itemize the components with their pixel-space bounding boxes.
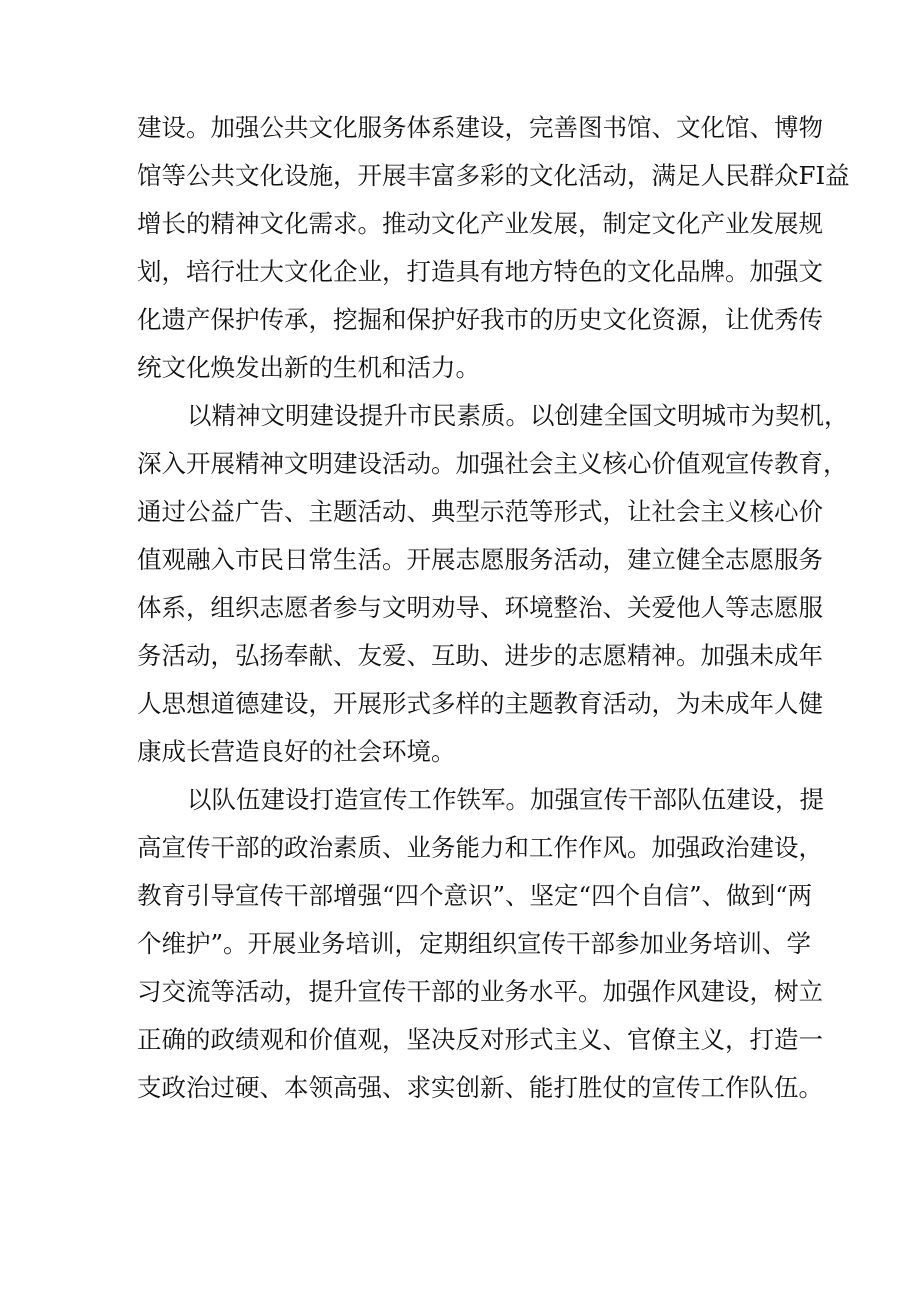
paragraph-line: 支政治过硬、本领高强、求实创新、能打胜仗的宣传工作队伍。 <box>137 1073 823 1102</box>
paragraph-line: 以精神文明建设提升市民素质。以创建全国文明城市为契机， <box>187 401 849 430</box>
paragraph-line: 正确的政绩观和价值观，坚决反对形式主义、官僚主义，打造一 <box>137 1025 823 1054</box>
paragraph-line: 通过公益广告、主题活动、典型示范等形式，让社会主义核心价 <box>137 497 823 526</box>
paragraph-civilization <box>137 392 849 776</box>
paragraph-line: 个维护”。开展业务培训，定期组织宣传干部参加业务培训、学 <box>137 929 812 958</box>
paragraph-line: 体系，组织志愿者参与文明劝导、环境整治、关爱他人等志愿服 <box>137 593 823 622</box>
paragraph-line: 教育引导宣传干部增强“四个意识”、坚定“四个自信”、做到“两 <box>137 881 813 910</box>
paragraph-team <box>137 776 824 1112</box>
paragraph-line: 以队伍建设打造宣传工作铁军。加强宣传干部队伍建设，提 <box>187 785 824 814</box>
paragraph-culture <box>137 104 850 392</box>
document-body <box>137 104 850 1112</box>
paragraph-line: 值观融入市民日常生活。开展志愿服务活动，建立健全志愿服务 <box>137 545 823 574</box>
paragraph-line: 人思想道德建设，开展形式多样的主题教育活动，为未成年人健 <box>137 689 823 718</box>
paragraph-line: 统文化焕发出新的生机和活力。 <box>137 353 480 382</box>
paragraph-line: 习交流等活动，提升宣传干部的业务水平。加强作风建设，树立 <box>137 977 823 1006</box>
paragraph-line: 康成长营造良好的社会环境。 <box>137 737 456 766</box>
paragraph-line: 划，培行壮大文化企业，打造具有地方特色的文化品牌。加强文 <box>137 257 823 286</box>
paragraph-line: 馆等公共文化设施，开展丰富多彩的文化活动，满足人民群众FI益 <box>137 161 850 190</box>
paragraph-line: 深入开展精神文明建设活动。加强社会主义核心价值观宣传教育， <box>137 449 848 478</box>
paragraph-line: 务活动，弘扬奉献、友爱、互助、进步的志愿精神。加强未成年 <box>137 641 823 670</box>
paragraph-line: 增长的精神文化需求。推动文化产业发展，制定文化产业发展规 <box>137 209 823 238</box>
paragraph-line: 化遗产保护传承，挖掘和保护好我市的历史文化资源，让优秀传 <box>137 305 823 334</box>
paragraph-line: 高宣传干部的政治素质、业务能力和工作作风。加强政治建设， <box>137 833 823 862</box>
paragraph-line: 建设。加强公共文化服务体系建设，完善图书馆、文化馆、博物 <box>137 113 823 142</box>
